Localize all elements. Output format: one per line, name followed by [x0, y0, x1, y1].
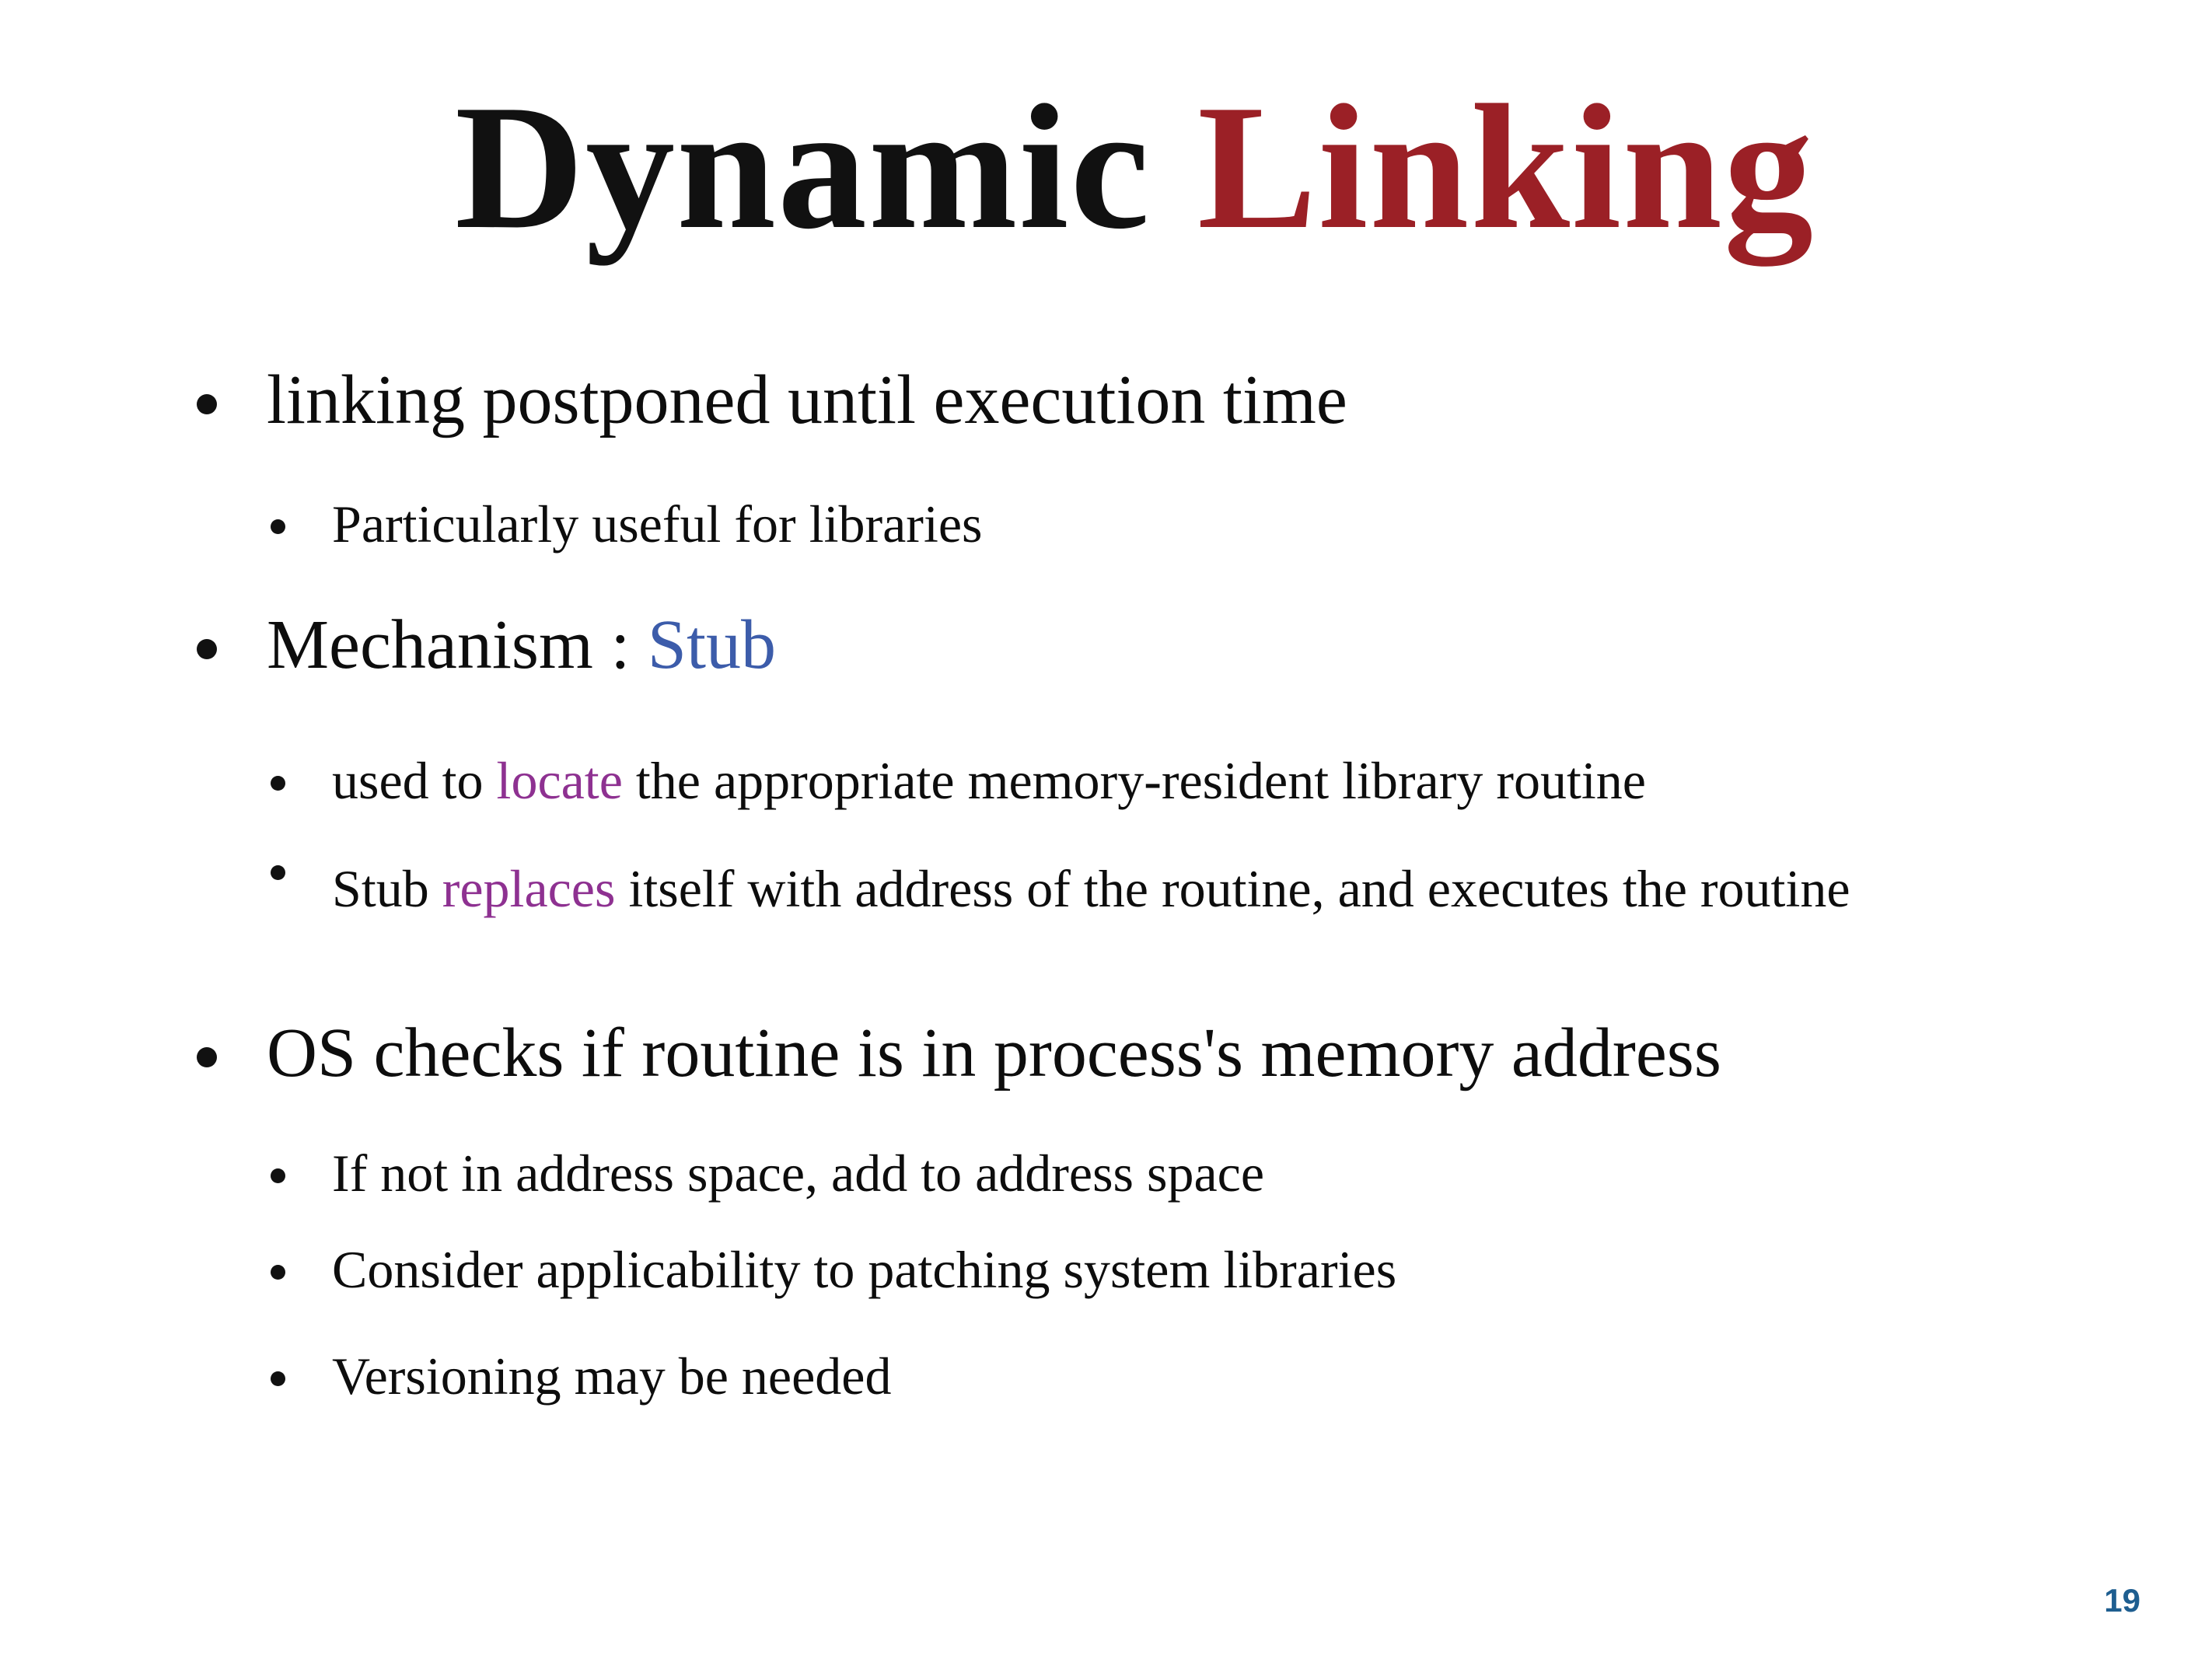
- replaces-keyword: replaces: [442, 859, 616, 918]
- bullet-dot-icon: [271, 1371, 285, 1386]
- bullet-text: [267, 606, 776, 683]
- bullet-text: Consider applicability to patching system libraries: [332, 1240, 1397, 1299]
- bullet-dot-icon: [271, 519, 285, 534]
- subbullet-used-to-locate: [271, 751, 1646, 810]
- locate-keyword: locate: [496, 751, 623, 810]
- bullet-text: OS checks if routine is in process's memory address: [267, 1015, 1721, 1091]
- bullet-text: If not in address space, add to address space: [332, 1144, 1265, 1203]
- bullet-dot-icon: [271, 1265, 285, 1280]
- subbullet-consider-applicability: [271, 1240, 1397, 1299]
- slide-title: [0, 68, 2212, 266]
- slide-title-text: [455, 68, 1815, 266]
- bullet-dot-icon: [271, 1168, 285, 1183]
- bullet-dot-icon: [271, 776, 285, 791]
- subbullet-versioning: [271, 1346, 892, 1406]
- bullet-text: Versioning may be needed: [332, 1346, 892, 1406]
- bullet-mechanism-stub: [197, 606, 776, 683]
- page-number: 19: [2104, 1582, 2140, 1619]
- mechanism-label: Mechanism :: [267, 606, 648, 683]
- bullet-os-checks: [197, 1015, 1721, 1091]
- stub-keyword: Stub: [647, 606, 776, 683]
- segment-post: the appropriate memory-resident library routine: [622, 751, 1646, 810]
- segment-post: itself with address of the routine, and executes the routine: [615, 859, 1850, 918]
- bullet-dot-icon: [197, 639, 217, 659]
- bullet-text: [332, 751, 1646, 810]
- bullet-text: [332, 859, 1850, 918]
- bullet-dot-icon: [197, 394, 217, 414]
- subbullet-if-not-in-address-space: [271, 1144, 1265, 1203]
- segment-pre: Stub: [332, 859, 442, 918]
- bullet-text: linking postponed until execution time: [267, 361, 1347, 438]
- title-word-linking: Linking: [1151, 68, 1815, 266]
- subbullet-particularly-useful: [271, 494, 983, 554]
- subbullet-stub-replaces: [271, 843, 1850, 934]
- bullet-dot-icon: [197, 1047, 217, 1067]
- title-word-dynamic: Dynamic: [454, 68, 1151, 266]
- segment-pre: used to: [332, 751, 497, 810]
- bullet-text: Particularly useful for libraries: [332, 494, 983, 554]
- bullet-linking-postponed: [197, 361, 1347, 438]
- bullet-dot-icon: [271, 865, 285, 880]
